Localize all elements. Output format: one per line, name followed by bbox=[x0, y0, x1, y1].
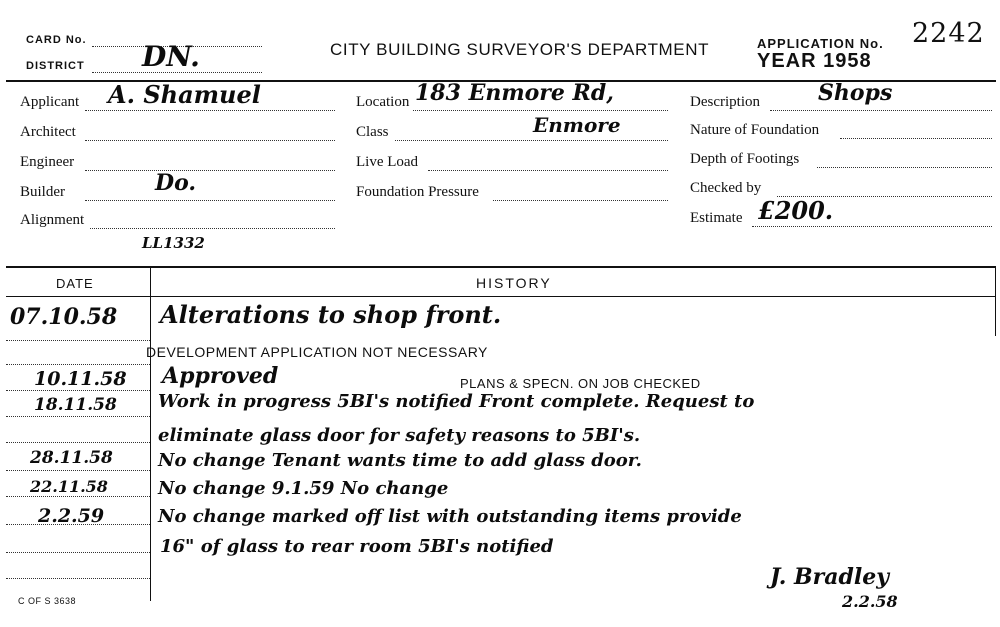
row-line-1 bbox=[6, 340, 150, 341]
applicant-label: Applicant bbox=[20, 94, 80, 110]
location-line bbox=[413, 110, 668, 111]
depth-of-footings-label: Depth of Footings bbox=[690, 151, 800, 167]
entry-text: No change Tenant wants time to add glass door. bbox=[158, 450, 642, 471]
history-header-rule bbox=[6, 296, 996, 297]
district-label: DISTRICT bbox=[26, 60, 85, 72]
class-line bbox=[395, 140, 668, 141]
date-column-rule bbox=[150, 266, 151, 601]
row-line-10 bbox=[6, 578, 150, 579]
card-no-label: CARD No. bbox=[26, 34, 87, 46]
applicant-value: A. Shamuel bbox=[108, 80, 261, 109]
architect-label: Architect bbox=[20, 124, 76, 140]
history-right-edge bbox=[995, 266, 996, 336]
builder-label: Builder bbox=[20, 184, 65, 200]
class-label: Class bbox=[356, 124, 389, 140]
alignment-line bbox=[90, 228, 335, 229]
location-value: 183 Enmore Rd, bbox=[415, 80, 614, 106]
builder-value: Do. bbox=[155, 170, 197, 196]
entry-date: 22.11.58 bbox=[30, 477, 108, 496]
applicant-line bbox=[85, 110, 335, 111]
entry-text: No change 9.1.59 No change bbox=[158, 478, 449, 499]
estimate-line bbox=[752, 226, 992, 227]
live-load-label: Live Load bbox=[356, 154, 419, 170]
nature-of-foundation-line bbox=[840, 138, 992, 139]
entry-date: 2.2.59 bbox=[38, 505, 105, 527]
description-line bbox=[770, 110, 992, 111]
description-value: Shops bbox=[818, 80, 893, 106]
builder-line bbox=[85, 200, 335, 201]
foundation-pressure-line bbox=[493, 200, 668, 201]
engineer-line bbox=[85, 170, 335, 171]
entry-text: Work in progress 5BI's notified Front complete. Request to bbox=[158, 391, 755, 412]
row-line-7 bbox=[6, 496, 150, 497]
entry-date: 18.11.58 bbox=[34, 395, 117, 415]
entry-date: 28.11.58 bbox=[30, 448, 113, 468]
entry-date: 10.11.58 bbox=[34, 368, 127, 390]
foundation-pressure-label: Foundation Pressure bbox=[356, 184, 479, 200]
row-line-2 bbox=[6, 364, 150, 365]
row-line-5 bbox=[6, 442, 150, 443]
application-number: 2242 bbox=[912, 18, 985, 49]
row-line-6 bbox=[6, 470, 150, 471]
history-header: HISTORY bbox=[476, 275, 552, 291]
row-line-3 bbox=[6, 390, 150, 391]
date-header: DATE bbox=[56, 276, 94, 291]
architect-line bbox=[85, 140, 335, 141]
entry-text: Alterations to shop front. bbox=[160, 300, 502, 329]
entry-text: 16" of glass to rear room 5BI's notified bbox=[160, 536, 554, 557]
signature-date: 2.2.58 bbox=[842, 592, 898, 611]
location-value-suburb: Enmore bbox=[533, 113, 621, 137]
alignment-note: LL1332 bbox=[142, 234, 205, 252]
location-label: Location bbox=[356, 94, 410, 110]
district-value: DN. bbox=[142, 40, 200, 73]
entry-text: eliminate glass door for safety reasons to 5BI's. bbox=[158, 425, 641, 446]
development-stamp: DEVELOPMENT APPLICATION NOT NECESSARY bbox=[146, 344, 488, 360]
history-top-rule bbox=[6, 266, 996, 268]
form-code: C OF S 3638 bbox=[18, 596, 77, 606]
engineer-label: Engineer bbox=[20, 154, 75, 170]
depth-of-footings-line bbox=[817, 167, 992, 168]
entry-date: 07.10.58 bbox=[10, 304, 118, 330]
row-line-9 bbox=[6, 552, 150, 553]
nature-of-foundation-label: Nature of Foundation bbox=[690, 122, 820, 138]
application-label: APPLICATION No. bbox=[757, 36, 884, 51]
estimate-label: Estimate bbox=[690, 210, 743, 226]
entry-text: No change marked off list with outstanding items provide bbox=[158, 506, 742, 527]
department-title: CITY BUILDING SURVEYOR'S DEPARTMENT bbox=[330, 40, 710, 59]
checked-by-label: Checked by bbox=[690, 180, 762, 196]
plans-checked-stamp: PLANS & SPECN. ON JOB CHECKED bbox=[460, 376, 701, 391]
live-load-line bbox=[428, 170, 668, 171]
description-label: Description bbox=[690, 94, 760, 110]
signature: J. Bradley bbox=[770, 564, 889, 590]
entry-text: Approved bbox=[162, 363, 279, 389]
alignment-label: Alignment bbox=[20, 212, 85, 228]
year-label: YEAR 1958 bbox=[757, 50, 872, 72]
row-line-4 bbox=[6, 416, 150, 417]
estimate-value: £200. bbox=[758, 196, 834, 225]
